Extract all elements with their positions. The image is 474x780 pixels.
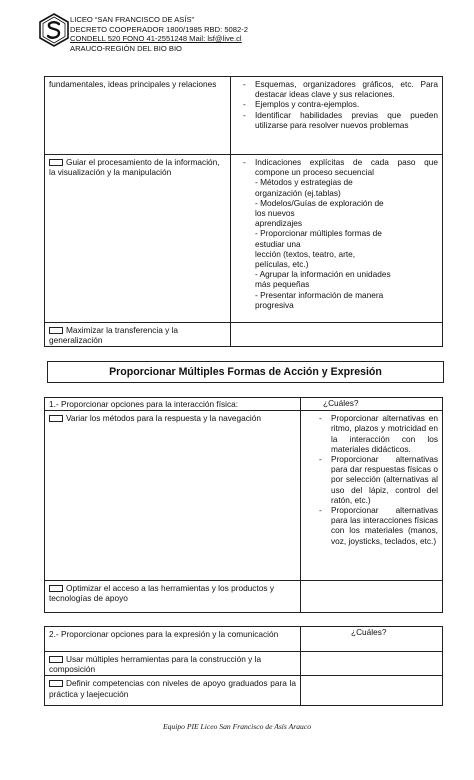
strategies-cell: [301, 676, 443, 706]
text-line: películas, etc.): [255, 259, 309, 270]
checkbox-icon[interactable]: [49, 159, 63, 166]
text-line: - Proporcionar múltiples formas de: [255, 228, 382, 239]
checkbox-icon[interactable]: [49, 585, 63, 592]
email-link[interactable]: lsf@live.cl: [207, 34, 242, 44]
checkbox-icon[interactable]: [49, 680, 63, 687]
strategies-cell: [231, 155, 443, 323]
principle-cell: Definir competencias con niveles de apoyo graduados para la práctica y laejecución: [45, 676, 301, 706]
text-line: los nuevos: [255, 208, 295, 219]
strategies-table-3: [44, 626, 443, 706]
text-line: organización (ej.tablas): [255, 187, 341, 198]
strategies-table-1: [44, 76, 443, 347]
table-row: [45, 581, 443, 613]
table-header-row: [45, 398, 443, 411]
list-item: - Ejemplos y contra-ejemplos.: [241, 99, 438, 109]
table-row: [45, 77, 443, 155]
list-item: - Proporcionar alternativas para las interacciones físicas con los materiales (manos, voz, joysticks, teclados, etc.): [317, 505, 438, 546]
principle-cell: fundamentales, ideas principales y relaciones: [45, 77, 231, 155]
strategies-cell: [301, 652, 443, 676]
principle-cell: Maximizar la transferencia y la generalización: [45, 323, 231, 347]
strategies-cell: [301, 581, 443, 613]
text-line: aprendizajes: [255, 218, 303, 229]
text-line: - Métodos y estrategias de: [255, 177, 353, 188]
list-item: - Proporcionar alternativas en ritmo, plazos y motricidad en la interacción con los materiales didácticos.: [317, 413, 438, 454]
letterhead: [38, 13, 438, 55]
principle-cell: Variar los métodos para la respuesta y la navegación: [45, 411, 301, 581]
text-line: - Presentar información de manera: [255, 289, 384, 300]
section-title: Proporcionar Múltiples Formas de Acción y Expresión: [109, 366, 382, 378]
strategies-cell: [231, 323, 443, 347]
which-header: ¿Cuáles?: [301, 398, 443, 411]
checkbox-icon[interactable]: [49, 656, 63, 663]
table-row: [45, 155, 443, 323]
list-item: - Proporcionar alternativas para dar respuestas físicas o por selección (alternativas al uso del lápiz, control del ratón, etc.): [317, 454, 438, 505]
table-row: [45, 323, 443, 347]
text-line: más pequeñas: [255, 279, 310, 290]
text-line: estudiar una: [255, 238, 301, 249]
strategies-cell: [231, 77, 443, 155]
guideline-header: 1.- Proporcionar opciones para la interacción física:: [45, 398, 301, 411]
table-header-row: [45, 627, 443, 652]
list-item: - Indicaciones explícitas de cada paso que compone un proceso secuencial: [241, 157, 438, 177]
principle-cell: Optimizar el acceso a las herramientas y los productos y tecnologías de apoyo: [45, 581, 301, 613]
table-row: [45, 676, 443, 706]
strategies-table-2: [44, 397, 443, 613]
table-row: [45, 411, 443, 581]
checkbox-icon[interactable]: [49, 415, 63, 422]
region-line: ARAUCO-REGIÓN DEL BIO BIO: [70, 43, 182, 53]
text-line: lección (textos, teatro, arte,: [255, 248, 356, 259]
principle-cell: Usar múltiples herramientas para la construcción y la composición: [45, 652, 301, 676]
school-name: LICEO “SAN FRANCISCO DE ASÍS”: [70, 15, 195, 24]
section-title-box: [47, 361, 444, 383]
list-item: - Esquemas, organizadores gráficos, etc. Para destacar ideas clave y sus relaciones.: [241, 79, 438, 99]
decree-line: DECRETO COOPERADOR 1800/1985 RBD: 5082-2: [70, 24, 248, 34]
page-footer: Equipo PIE Liceo San Francisco de Asís Arauco: [163, 722, 311, 731]
text-line: progresiva: [255, 299, 294, 310]
school-logo-icon: [38, 13, 70, 47]
checkbox-icon[interactable]: [49, 327, 63, 334]
which-header: ¿Cuáles?: [301, 627, 443, 652]
text-line: - Agrupar la información en unidades: [255, 269, 391, 280]
principle-cell: Guiar el procesamiento de la información, la visualización y la manipulación: [45, 155, 231, 323]
list-item: - Identificar habilidades previas que pueden utilizarse para resolver nuevos problemas: [241, 110, 438, 130]
address-line: CONDELL 520 FONO 41-2551248 Mail: lsf@live.cl: [70, 34, 242, 44]
table-row: [45, 652, 443, 676]
strategies-cell: [301, 411, 443, 581]
text-line: - Modelos/Guías de exploración de: [255, 197, 384, 208]
guideline-header: 2.- Proporcionar opciones para la expresión y la comunicación: [45, 627, 301, 652]
